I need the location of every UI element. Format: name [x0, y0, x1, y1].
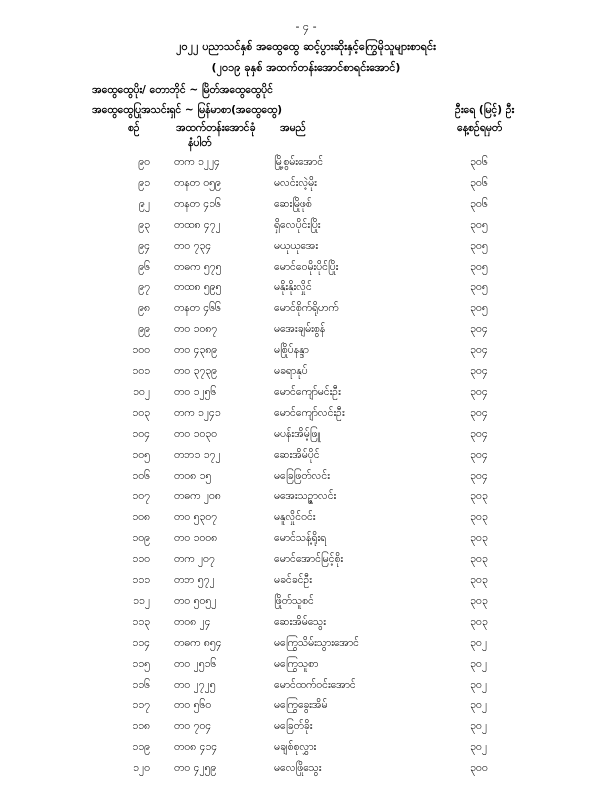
roll-number: တက ၂၀၇ [174, 553, 215, 566]
row-number: ၁၂၀ [133, 762, 150, 775]
table-row [0, 762, 612, 782]
row-number: ၁၁၂ [133, 594, 150, 607]
student-name: မောင်ထက်ဝင်းအောင် [274, 678, 356, 691]
roll-number: တဘ ၅၇၂ [174, 574, 215, 586]
roll-number: တဝ ၇၃၄ [174, 239, 212, 252]
marks-value: ၃၀၄ [470, 469, 488, 482]
marks-value: ၃၀၃ [470, 574, 488, 586]
marks-value: ၃၀၂ [470, 699, 487, 712]
column-header-name: အမည် [280, 122, 306, 134]
table-row [0, 407, 612, 427]
row-number: ၁၀၀ [132, 344, 150, 357]
column-header-no: စဉ် [128, 122, 140, 134]
student-name: မခြေတ်ခိုး [274, 720, 313, 733]
column-header-marks: နေ့စဉ်ရမှတ် [457, 122, 503, 134]
row-number: ၁၀၇ [132, 490, 150, 503]
count-header: ဦးရေ (မြင့်) ဦး [455, 104, 515, 116]
marks-value: ၃၀၃ [470, 615, 488, 628]
table-row [0, 699, 612, 719]
roll-number: တဝ ၄၃၈၉ [174, 344, 218, 357]
table-row [0, 261, 612, 281]
roll-number: တက ၁၂၄၁ [174, 406, 221, 419]
marks-value: ၃၀၅ [470, 218, 488, 231]
student-name: မစြိုပ်နန္ဒာ [274, 344, 309, 357]
student-name: မြို့စွမ်းအောင် [274, 156, 324, 168]
table-row [0, 323, 612, 343]
marks-value: ၃၀၄ [470, 323, 488, 336]
table-row [0, 553, 612, 573]
table-row [0, 637, 612, 657]
row-number: ၉၂ [138, 197, 150, 210]
marks-value: ၃၀၄ [470, 406, 488, 419]
roll-number: တဝ ၅၆၀ [174, 699, 212, 712]
student-name: မအေးသဉ္ဇာလင်း [274, 490, 337, 503]
roll-number: တနတ ၀၅၉ [174, 176, 221, 189]
row-number: ၉၆ [138, 260, 150, 273]
student-name: မချစ်စုလွှား [274, 741, 317, 754]
roll-number: တဘ၁ ၁၇၂ [174, 448, 221, 461]
marks-value: ၃၀၃ [470, 594, 488, 607]
roll-number: တဓက ၂၀၈ [174, 490, 221, 503]
row-number: ၁၁၈ [132, 720, 150, 733]
page-number: - ၄ - [295, 20, 317, 33]
table-row [0, 741, 612, 761]
student-name: မပန်းအိမ့်ဖြူ [274, 427, 321, 440]
marks-value: ၃၀၂ [470, 636, 487, 649]
marks-value: ၃၀၄ [470, 344, 488, 357]
student-name: မောင်ကျော်မင်းဦး [274, 385, 341, 398]
marks-value: ၃၀၂ [470, 657, 487, 670]
column-header-roll: အထက်တန်းအောင်ခုံ [176, 122, 256, 134]
student-name: မနိုးနိုးလှိုင် [274, 281, 312, 294]
table-row [0, 720, 612, 740]
student-name: မယုယုအေး [274, 239, 318, 252]
roll-number: တဝ ၂၅၁၆ [174, 657, 217, 670]
table-row [0, 511, 612, 531]
marks-value: ၃၀၀ [470, 762, 488, 775]
table-row [0, 386, 612, 406]
student-name: မလေဖြိုသွေး [274, 762, 322, 775]
row-number: ၁၀၂ [133, 385, 150, 398]
student-name: မကြွေသိမ်းသွားအောင် [274, 636, 359, 649]
student-name: မခင်ခင်ဦး [274, 574, 312, 586]
roll-number: တက ၁၂၂၄ [174, 156, 220, 168]
student-name: မခရာနုပ် [274, 365, 308, 377]
document-title: ၂၀၂၂ ပညာသင်နှစ် အထွေထွေ ဆင့်ပွားဆိုးနှင့်ကြွေမိုသူများစာရင်း [176, 40, 436, 53]
roll-number: တထ၈ ၄၇၂ [174, 218, 221, 231]
subject-header: အထွေထွေပြုအသင်းရှင် ~ မြန်မာစာ(အထွေထွေ) [92, 104, 283, 116]
roll-number: တဝ၈ ၂၄ [174, 615, 211, 628]
marks-value: ၃၀၆ [470, 156, 488, 168]
table-row [0, 470, 612, 490]
table-row [0, 490, 612, 510]
table-row [0, 595, 612, 615]
row-number: ၉၈ [138, 302, 150, 315]
row-number: ၁၁၆ [132, 678, 150, 691]
row-number: ၉၇ [138, 281, 150, 294]
marks-value: ၃၀၄ [470, 385, 488, 398]
roll-number: တဝ ၁၀၀၈ [174, 532, 218, 545]
roll-number: တဝ ၇၀၄ [174, 720, 212, 733]
row-number: ၁၀၉ [132, 532, 150, 545]
table-row [0, 616, 612, 636]
roll-number: တဝ ၅၃၀၇ [174, 511, 218, 524]
student-name: မလင်းလဲ့မိုး [274, 176, 317, 189]
marks-value: ၃၀၆ [470, 176, 488, 189]
table-row [0, 574, 612, 594]
roll-number: တဓက ၅၇၅ [174, 260, 222, 273]
table-row [0, 156, 612, 176]
marks-value: ၃၀၄ [470, 427, 488, 440]
table-row [0, 365, 612, 385]
table-row [0, 302, 612, 322]
row-number: ၉၀ [138, 156, 150, 168]
row-number: ၉၉ [138, 323, 150, 336]
table-row [0, 344, 612, 364]
marks-value: ၃၀၃ [470, 532, 488, 545]
student-name: မောင်ကျော်လင်းဦး [274, 406, 345, 419]
roll-number: တနတ ၄၁၆ [174, 197, 221, 210]
row-number: ၁၀၅ [132, 448, 150, 461]
row-number: ၁၀၆ [132, 469, 150, 482]
roll-number: တဝ၈ ၄၁၄ [174, 741, 218, 754]
roll-number: တဝ ၄၂၅၉ [174, 762, 217, 775]
marks-value: ၃၀၅ [470, 260, 488, 273]
row-number: ၁၁၁ [132, 574, 150, 586]
table-row [0, 281, 612, 301]
row-number: ၁၀၄ [132, 427, 150, 440]
student-name: မောင်သန့်ရိုးရ [274, 532, 327, 545]
roll-number: တဝ ၂၇၂၅ [174, 678, 216, 691]
marks-value: ၃၀၄ [470, 365, 488, 377]
roll-number: တဝ ၁၂၅၆ [174, 385, 217, 398]
row-number: ၁၁၇ [132, 699, 150, 712]
table-row [0, 679, 612, 699]
row-number: ၁၀၁ [132, 365, 150, 377]
row-number: ၁၀၃ [132, 406, 150, 419]
student-name: မောင်အောင်မြင့်စိုး [274, 553, 344, 566]
table-row [0, 658, 612, 678]
table-row [0, 532, 612, 552]
marks-value: ၃၀၂ [470, 741, 487, 754]
student-name: ဆေးအိမ်သွေး [274, 615, 326, 628]
row-number: ၉၁ [138, 176, 150, 189]
student-name: မခြေဖြတ်လင်း [274, 469, 330, 482]
table-row [0, 428, 612, 448]
row-number: ၁၀၈ [132, 511, 150, 524]
marks-value: ၃၀၅ [470, 281, 488, 294]
row-number: ၁၁၃ [132, 615, 150, 628]
row-number: ၉၄ [138, 239, 150, 252]
student-name: မောင်ဝေမိုးပိုင်ပြိုး [274, 260, 339, 273]
table-row [0, 198, 612, 218]
row-number: ၉၃ [138, 218, 150, 231]
marks-value: ၃၀၂ [470, 678, 487, 691]
row-number: ၁၁၀ [132, 553, 150, 566]
roll-number: တဓက ၈၅၄ [174, 636, 222, 649]
marks-value: ၃၀၄ [470, 448, 488, 461]
roll-number: တဝ ၁၀၃၀ [174, 427, 218, 440]
marks-value: ၃၀၅ [470, 239, 488, 252]
roll-number: တနတ ၄၆၆ [174, 302, 221, 315]
student-name: မကြွေခွေးအိမ် [274, 699, 328, 712]
marks-value: ၃၀၃ [470, 553, 488, 566]
marks-value: ၃၀၃ [470, 490, 488, 503]
student-name: ဆေးမြိုဖုစ် [274, 197, 312, 210]
student-name: မကြွေသူစာ [274, 657, 319, 670]
roll-number: တဝ ၃၇၃၉ [174, 365, 218, 377]
student-name: မောင်စိုက်ရိုဟက် [274, 302, 339, 315]
student-name: ဖြိုတ်သူစင် [274, 594, 314, 607]
row-number: ၁၁၄ [132, 636, 150, 649]
division-label: အထွေထွေပိုး/ တောဘိုင် ~ မြိတ်အထွေထွေပိုင် [92, 84, 273, 96]
marks-value: ၃၀၃ [470, 511, 488, 524]
roll-number: တဝ ၁၀၈၇ [174, 323, 218, 336]
document-subtitle: (၂၀၁၉ ခုနှစ် အထက်တန်းအောင်စာရင်းအောင်) [211, 61, 401, 74]
table-row [0, 219, 612, 239]
student-name: မအေးချမ်းစွန် [274, 323, 326, 336]
row-number: ၁၁၅ [132, 657, 150, 670]
student-name: ဆေးအိမ်ပိုင် [274, 448, 320, 461]
student-name: မနူလှိုင်ဝင်း [274, 511, 316, 524]
table-row [0, 449, 612, 469]
marks-value: ၃၀၆ [470, 197, 488, 210]
table-row [0, 177, 612, 197]
roll-number: တဝ၈ ၁၅ [174, 469, 212, 482]
marks-value: ၃၀၅ [470, 302, 488, 315]
student-name: ရှိလေပိုင်းပြိုး [274, 218, 321, 231]
column-header-roll-2: နံပါတ် [188, 137, 212, 149]
roll-number: တဝ ၅၀၅၂ [174, 594, 217, 607]
row-number: ၁၁၉ [132, 741, 150, 754]
marks-value: ၃၀၂ [470, 720, 487, 733]
roll-number: တထ၈ ၅၉၅ [174, 281, 222, 294]
table-row [0, 240, 612, 260]
